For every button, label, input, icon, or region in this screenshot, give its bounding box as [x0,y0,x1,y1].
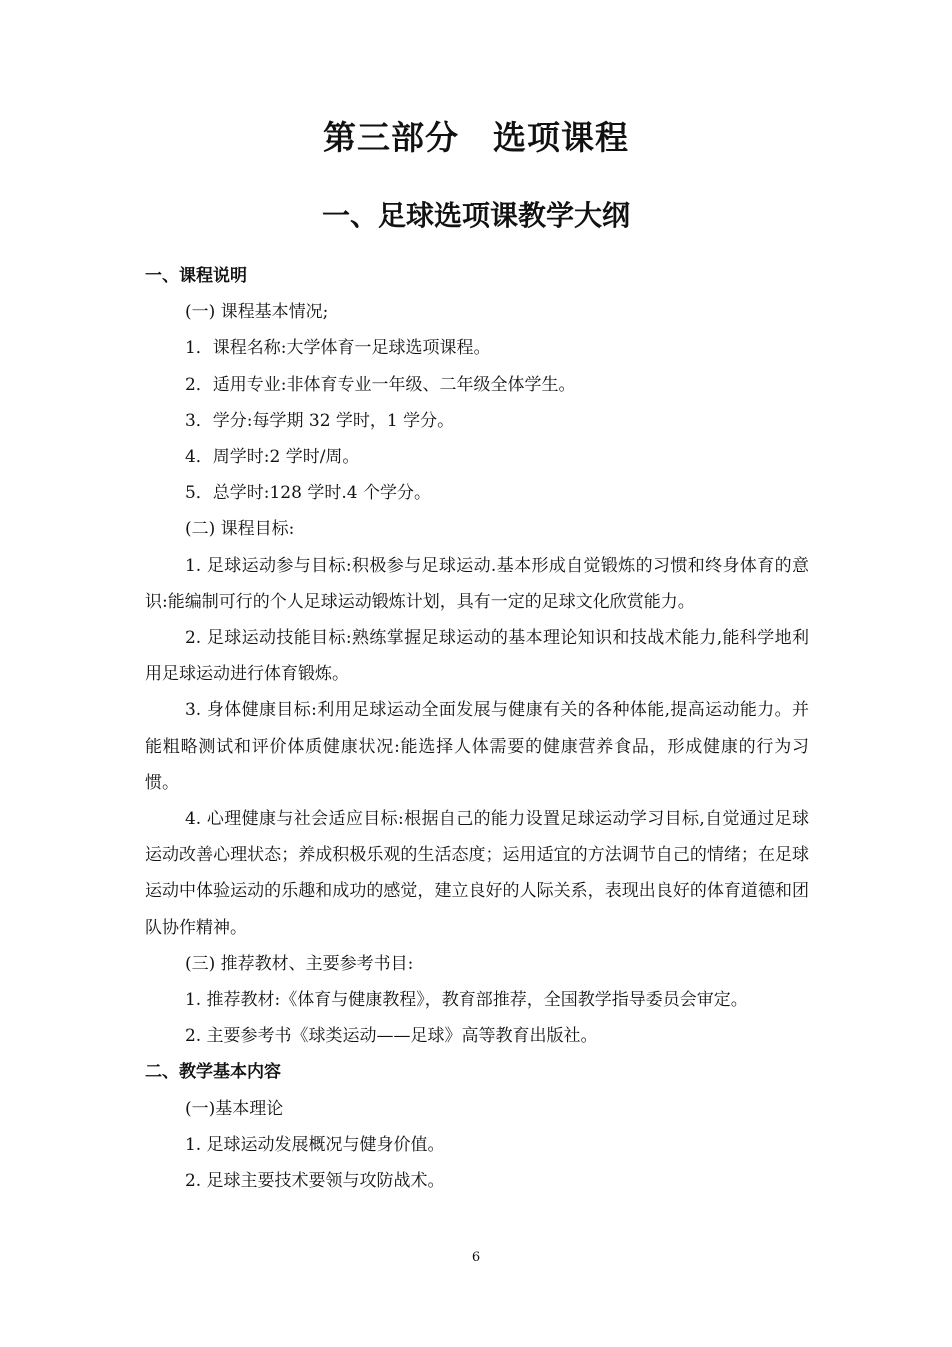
subsection-heading-goals: (二) 课程目标: [184,519,295,540]
part-title: 第三部分 选项课程 [323,118,629,157]
basic-info-item: 1．课程名称:大学体育一足球选项课程。 [184,338,491,359]
subsection-heading-books: (三) 推荐教材、主要参考书目: [184,953,414,974]
book-item: 1. 推荐教材:《体育与健康教程》，教育部推荐，全国教学指导委员会审定。 [184,990,748,1011]
theory-item: 2. 足球主要技术要领与攻防战术。 [184,1171,445,1192]
section-heading-course-description: 一、课程说明 [145,266,247,286]
section-heading-teaching-content: 二、教学基本内容 [145,1062,281,1083]
goal-paragraph: 4. 心理健康与社会适应目标:根据自己的能力设置足球运动学习目标,自觉通过足球运动改善心理状态；养成积极乐观的生活态度；运用适宜的方法调节自己的情绪；在足球运动中体验运动的乐趣和成功的感觉，建立良好的人际关系，表现出良好的体育道德和团队协作精神。 [145,809,809,938]
goal-paragraph: 3. 身体健康目标:利用足球运动全面发展与健康有关的各种体能,提高运动能力。并能粗略测试和评价体质健康状况:能选择人体需要的健康营养食品，形成健康的行为习惯。 [145,700,809,793]
subsection-heading-basic-info: (一) 课程基本情况; [184,302,329,323]
subsection-heading-theory: (一)基本理论 [184,1098,284,1119]
page-number: 6 [471,1250,481,1265]
basic-info-item: 3．学分:每学期 32 学时，1 学分。 [184,410,455,431]
document-body [145,258,809,1199]
book-item: 2. 主要参考书《球类运动——足球》高等教育出版社。 [184,1026,598,1047]
goal-paragraph: 2. 足球运动技能目标:熟练掌握足球运动的基本理论知识和技战术能力,能科学地利用足球运动进行体育锻炼。 [145,628,809,685]
theory-item: 1. 足球运动发展概况与健身价值。 [184,1134,445,1155]
goal-paragraph: 1. 足球运动参与目标:积极参与足球运动.基本形成自觉锻炼的习惯和终身体育的意识:能编制可行的个人足球运动锻炼计划，具有一定的足球文化欣赏能力。 [145,555,809,612]
basic-info-item: 2．适用专业:非体育专业一年级、二年级全体学生。 [184,374,576,395]
basic-info-item: 5．总学时:128 学时.4 个学分。 [184,483,431,504]
basic-info-item: 4．周学时:2 学时/周。 [184,447,360,468]
syllabus-title: 一、足球选项课教学大纲 [321,199,630,232]
